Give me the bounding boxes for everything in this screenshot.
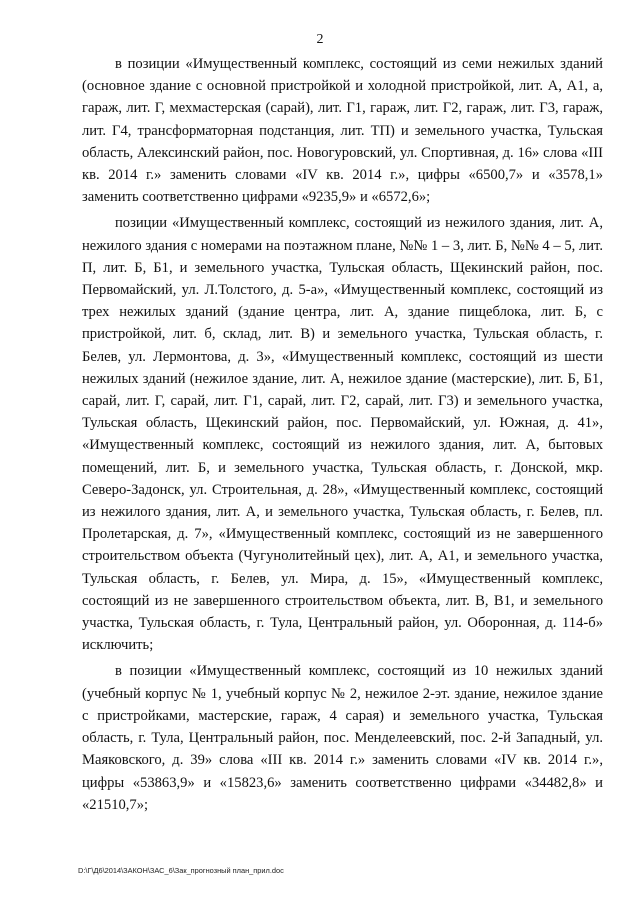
paragraph-1: в позиции «Имущественный комплекс, состоящий из семи нежилых зданий (основное здание с основной пристройкой и холодной пристройкой, лит. А, А1, а, гараж, лит. Г, мехмастерская (сарай), лит. Г1, гараж, лит. Г2, гараж, лит. Г3, гараж, лит. Г4, трансформаторная подстанция, лит. ТП) и земельного участка, Тульская область, Алексинский район, пос. Новогуровский, ул. Спортивная, д. 16» слова «III кв. 2014 г.» заменить словами «IV кв. 2014 г.», цифры «6500,7» и «3578,1» заменить соответственно цифрами «9235,9» и «6572,6»; — [82, 56, 603, 206]
page-number: 2 — [316, 32, 324, 47]
paragraph-3: в позиции «Имущественный комплекс, состоящий из 10 нежилых зданий (учебный корпус № 1, учебный корпус № 2, нежилое 2-эт. здание, нежилое здание с пристройками, мастерские, гараж, 4 сарая) и земельного участка, Тульская область, г. Тула, Центральный район, пос. Менделеевский, пос. 2-й Западный, ул. Маяковского, д. 39» слова «III кв. 2014 г.» заменить словами «IV кв. 2014 г.», цифры «53863,9» и «15823,6» заменить соответственно цифрами «34482,8» и «21510,7»; — [82, 663, 603, 813]
document-body — [82, 53, 603, 820]
paragraph-2: позиции «Имущественный комплекс, состоящий из нежилого здания, лит. А, нежилого здания с номерами на поэтажном плане, №№ 1 – 3, лит. Б, №№ 4 – 5, лит. П, лит. Б, Б1, и земельного участка, Тульская область, Щекинский район, пос. Первомайский, ул. Л.Толстого, д. 5-а», «Имущественный комплекс, состоящий из трех нежилых зданий (здание центра, лит. А, здание пищеблока, лит. Б, с пристройкой, лит. б, склад, лит. В) и земельного участка, Тульская область, г. Белев, ул. Лермонтова, д. 3», «Имущественный комплекс, состоящий из шести нежилых зданий (нежилое здание, лит. А, нежилое здание (мастерские), лит. Б, Б1, сарай, лит. Г, сарай, лит. Г1, сарай, лит. Г2, сарай, лит. Г3) и земельного участка, Тульская область, Щекинский район, пос. Первомайский, ул. Южная, д. 41», «Имущественный комплекс, состоящий из нежилого здания, лит. А, бытовых помещений, лит. Б, и земельного участка, Тульская область, г. Донской, мкр. Северо-Задонск, ул. Строительная, д. 28», «Имущественный комплекс, состоящий из нежилого здания, лит. А, и земельного участка, Тульская область, г. Белев, пл. Пролетарская, д. 7», «Имущественный комплекс, состоящий из не завершенного строительством объекта (Чугунолитейный цех), лит. А, А1, и земельного участка, Тульская область, г. Белев, ул. Мира, д. 15», «Имущественный комплекс, состоящий из не завершенного строительством объекта, лит. В, В1, и земельного участка, Тульская область, г. Тула, Центральный район, ул. Оборонная, д. 114-б» исключить; — [82, 215, 603, 654]
footer-file-path: D:\Г\Д6\2014\ЗАКОН\ЗАС_6\Зак_прогнозный план_прил.doc — [78, 866, 284, 875]
